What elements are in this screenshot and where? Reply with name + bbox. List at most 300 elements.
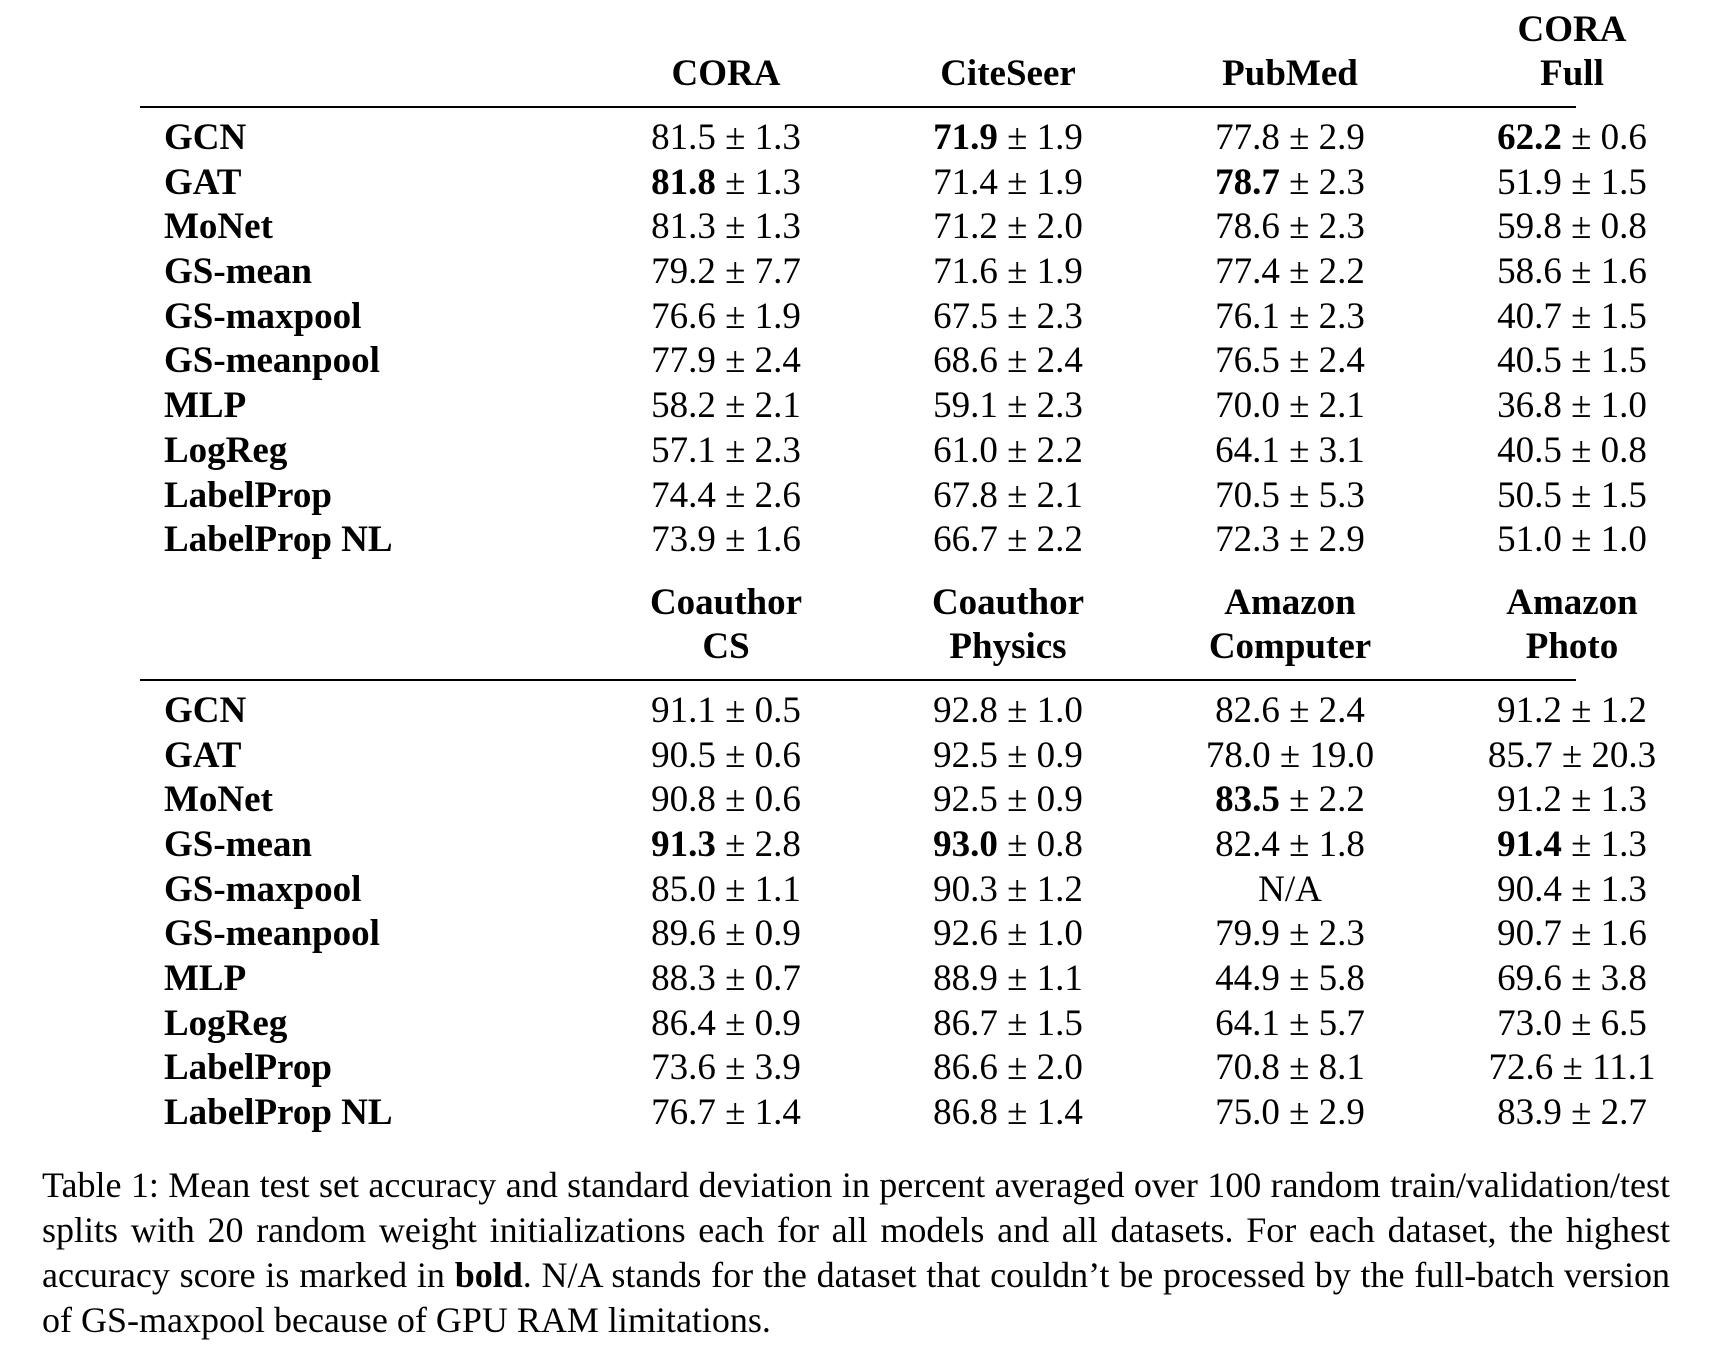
table-cell xyxy=(1149,429,1431,474)
cell-mean: N/A xyxy=(1258,868,1322,910)
cell-mean: 51.9 xyxy=(1497,161,1562,203)
cell-mean: 79.9 xyxy=(1215,913,1280,955)
cell-mean: 90.8 xyxy=(651,779,716,821)
cell-mean: 85.0 xyxy=(651,868,716,910)
cell-mean: 70.0 xyxy=(1215,385,1280,427)
column-header-line: Physics xyxy=(949,625,1067,667)
cell-std: ± 0.6 xyxy=(725,779,801,821)
table-row xyxy=(140,1046,1656,1091)
cell-mean: 90.4 xyxy=(1497,868,1562,910)
table-cell xyxy=(867,778,1149,823)
table-cell xyxy=(585,868,867,913)
table-cell xyxy=(585,1046,867,1091)
table-cell xyxy=(1149,1091,1431,1136)
cell-mean: 77.9 xyxy=(651,340,716,382)
table-cell xyxy=(585,474,867,519)
cell-mean: 82.6 xyxy=(1215,689,1280,731)
cell-mean: 74.4 xyxy=(651,474,716,516)
table-cell xyxy=(1431,1002,1713,1047)
cell-mean: 57.1 xyxy=(651,429,716,471)
cell-mean: 58.2 xyxy=(651,385,716,427)
cell-std: ± 5.3 xyxy=(1289,474,1365,516)
cell-std: ± 1.0 xyxy=(1007,913,1083,955)
column-header xyxy=(1149,581,1431,669)
table-cell xyxy=(1149,912,1431,957)
table-cell xyxy=(585,689,867,734)
table-cell xyxy=(1149,518,1431,563)
cell-std: ± 2.7 xyxy=(1571,1092,1647,1134)
table-row xyxy=(140,689,1647,734)
cell-std: ± 1.5 xyxy=(1571,295,1647,337)
cell-mean: 59.8 xyxy=(1497,206,1562,248)
cell-std: ± 1.3 xyxy=(725,117,801,158)
table-cell xyxy=(867,250,1149,295)
cell-std: ± 5.7 xyxy=(1289,1002,1365,1044)
cell-mean: 92.5 xyxy=(933,734,998,776)
row-label: GS-meanpool xyxy=(164,340,380,382)
cell-mean-best: 91.4 xyxy=(1497,823,1562,865)
cell-mean: 64.1 xyxy=(1215,429,1280,471)
cell-std: ± 2.4 xyxy=(725,340,801,382)
cell-std: ± 2.3 xyxy=(1289,295,1365,337)
cell-std: ± 0.6 xyxy=(1571,117,1647,158)
table-cell xyxy=(1431,116,1713,161)
table-cell xyxy=(1431,295,1713,340)
row-label: LabelProp xyxy=(164,474,332,516)
cell-std: ± 0.9 xyxy=(725,913,801,955)
cell-std: ± 2.1 xyxy=(1289,385,1365,427)
cell-mean-best: 83.5 xyxy=(1215,779,1280,821)
column-header-line: Coauthor xyxy=(931,581,1085,623)
table-cell xyxy=(867,384,1149,429)
cell-mean: 71.4 xyxy=(933,161,998,203)
table-cell xyxy=(1149,1046,1431,1091)
results-table xyxy=(140,9,1657,1136)
table-caption xyxy=(42,1163,1670,1343)
cell-mean: 90.5 xyxy=(651,734,716,776)
cell-std: ± 1.2 xyxy=(1007,868,1083,910)
cell-std: ± 1.0 xyxy=(1571,385,1647,427)
table-cell xyxy=(1431,518,1713,563)
cell-std: ± 1.4 xyxy=(725,1092,801,1134)
cell-mean: 40.5 xyxy=(1497,340,1562,382)
table-row xyxy=(140,161,1647,206)
column-header xyxy=(1431,581,1713,669)
cell-mean: 86.6 xyxy=(933,1047,998,1089)
table-row xyxy=(140,1002,1647,1047)
table-row xyxy=(140,734,1657,779)
table-cell xyxy=(867,1002,1149,1047)
table-cell xyxy=(1149,734,1431,779)
table-row xyxy=(140,205,1647,250)
table-cell xyxy=(585,339,867,384)
cell-mean: 66.7 xyxy=(933,519,998,561)
row-label: GAT xyxy=(164,734,242,776)
table-cell xyxy=(1431,429,1713,474)
cell-mean: 91.2 xyxy=(1497,689,1562,731)
table-cell xyxy=(585,250,867,295)
cell-mean: 69.6 xyxy=(1497,958,1562,999)
cell-mean: 71.2 xyxy=(933,206,998,248)
column-header-line: CiteSeer xyxy=(940,53,1076,94)
row-label: LabelProp NL xyxy=(164,519,393,561)
table-cell xyxy=(585,116,867,161)
cell-std: ± 2.4 xyxy=(1289,340,1365,382)
cell-std: ± 2.1 xyxy=(1007,474,1083,516)
table-row xyxy=(140,518,1647,563)
cell-mean: 58.6 xyxy=(1497,251,1562,293)
column-header-line: Amazon xyxy=(1224,581,1356,623)
table-row xyxy=(140,912,1647,957)
cell-mean: 82.4 xyxy=(1215,823,1280,865)
row-label: GAT xyxy=(164,161,242,203)
cell-std: ± 2.3 xyxy=(1289,913,1365,955)
table-cell xyxy=(1431,205,1713,250)
table-cell xyxy=(1431,384,1713,429)
table-cell xyxy=(1431,250,1713,295)
table-cell xyxy=(867,339,1149,384)
table-row xyxy=(140,339,1647,384)
cell-mean: 71.6 xyxy=(933,251,998,293)
cell-std: ± 3.9 xyxy=(725,1047,801,1089)
cell-std: ± 1.6 xyxy=(1571,251,1647,293)
row-label: MLP xyxy=(164,958,247,999)
table-cell xyxy=(1431,474,1713,519)
cell-mean: 81.5 xyxy=(651,117,716,158)
column-header xyxy=(585,581,867,669)
cell-mean: 92.6 xyxy=(933,913,998,955)
table-cell xyxy=(585,429,867,474)
table-cell xyxy=(867,1091,1149,1136)
row-label: GS-mean xyxy=(164,823,312,865)
column-header-line: PubMed xyxy=(1222,53,1358,94)
header-row xyxy=(140,571,1638,679)
cell-mean: 92.8 xyxy=(933,689,998,731)
cell-mean-best: 81.8 xyxy=(651,161,716,203)
cell-std: ± 2.8 xyxy=(725,823,801,865)
cell-std: ± 7.7 xyxy=(725,251,801,293)
caption-bold-word: bold xyxy=(454,1255,523,1295)
cell-mean: 91.1 xyxy=(651,689,716,731)
cell-mean: 70.8 xyxy=(1215,1047,1280,1089)
table-cell xyxy=(585,734,867,779)
table-cell xyxy=(1149,957,1431,1002)
table-row xyxy=(140,250,1647,295)
table-cell xyxy=(867,734,1149,779)
cell-std: ± 2.3 xyxy=(1007,295,1083,337)
cell-std: ± 2.3 xyxy=(1289,161,1365,203)
cell-mean: 73.6 xyxy=(651,1047,716,1089)
cell-mean: 77.8 xyxy=(1215,117,1280,158)
table-cell xyxy=(867,474,1149,519)
cell-std: ± 2.9 xyxy=(1289,117,1365,158)
table-cell xyxy=(585,161,867,206)
cell-mean: 72.3 xyxy=(1215,519,1280,561)
cell-std: ± 8.1 xyxy=(1289,1047,1365,1089)
row-label: GCN xyxy=(164,117,247,158)
table-cell xyxy=(1149,205,1431,250)
cell-mean: 85.7 xyxy=(1487,734,1553,776)
cell-std: ± 0.9 xyxy=(1007,734,1083,776)
column-header-line: CORA xyxy=(671,53,781,94)
table-cell xyxy=(1149,1002,1431,1047)
column-header-line: Full xyxy=(1540,53,1604,94)
row-label: LogReg xyxy=(164,1002,288,1044)
cell-mean: 76.5 xyxy=(1215,340,1280,382)
table-row xyxy=(140,384,1647,429)
cell-std: ± 6.5 xyxy=(1571,1002,1647,1044)
cell-mean: 73.9 xyxy=(651,519,716,561)
table-cell xyxy=(1149,295,1431,340)
cell-std: ± 2.3 xyxy=(1289,206,1365,248)
table-cell xyxy=(867,429,1149,474)
cell-mean: 88.3 xyxy=(651,958,716,999)
table-cell xyxy=(585,518,867,563)
cell-mean: 88.9 xyxy=(933,958,998,999)
cell-mean: 76.7 xyxy=(651,1092,716,1134)
cell-mean: 50.5 xyxy=(1497,474,1562,516)
row-label: LabelProp xyxy=(164,1047,332,1089)
cell-mean: 92.5 xyxy=(933,779,998,821)
cell-std: ± 1.9 xyxy=(725,295,801,337)
cell-mean: 78.6 xyxy=(1215,206,1280,248)
cell-std: ± 2.3 xyxy=(725,429,801,471)
table-cell xyxy=(1149,250,1431,295)
column-header-line: CS xyxy=(702,625,750,667)
table-row xyxy=(140,957,1647,1002)
row-label: GS-maxpool xyxy=(164,868,362,910)
cell-std: ± 1.5 xyxy=(1571,340,1647,382)
cell-mean: 90.7 xyxy=(1497,913,1562,955)
table-cell xyxy=(1149,474,1431,519)
cell-std: ± 2.0 xyxy=(1007,1047,1083,1089)
cell-std: ± 0.8 xyxy=(1571,206,1647,248)
row-label: MoNet xyxy=(164,206,273,248)
table-cell xyxy=(1431,1046,1713,1091)
table-row xyxy=(140,474,1647,519)
table-cell xyxy=(585,205,867,250)
table-row xyxy=(140,823,1647,868)
table-row xyxy=(140,116,1647,161)
cell-mean: 64.1 xyxy=(1215,1002,1280,1044)
cell-mean: 77.4 xyxy=(1215,251,1280,293)
table-row xyxy=(140,295,1647,340)
column-header xyxy=(867,581,1149,669)
cell-std: ± 0.5 xyxy=(725,689,801,731)
cell-std: ± 3.8 xyxy=(1571,958,1647,999)
table-cell xyxy=(1149,116,1431,161)
cell-mean: 36.8 xyxy=(1497,385,1562,427)
cell-mean-best: 93.0 xyxy=(933,823,998,865)
cell-std: ± 0.6 xyxy=(725,734,801,776)
table-cell xyxy=(585,1091,867,1136)
table-cell xyxy=(1149,161,1431,206)
table-cell xyxy=(867,1046,1149,1091)
cell-mean-best: 91.3 xyxy=(651,823,716,865)
table-cell xyxy=(585,1002,867,1047)
table-cell xyxy=(1149,823,1431,868)
row-label: GS-mean xyxy=(164,251,312,293)
table-cell xyxy=(867,957,1149,1002)
column-header-line: Coauthor xyxy=(649,581,803,623)
cell-std: ± 1.5 xyxy=(1571,161,1647,203)
row-label: LabelProp NL xyxy=(164,1092,393,1134)
cell-std: ± 2.2 xyxy=(1289,779,1365,821)
table-cell xyxy=(585,912,867,957)
cell-mean: 44.9 xyxy=(1215,958,1280,999)
row-label: LogReg xyxy=(164,429,288,471)
table-body xyxy=(140,108,1647,563)
table-row xyxy=(140,1091,1647,1136)
cell-mean: 70.5 xyxy=(1215,474,1280,516)
cell-std: ± 1.4 xyxy=(1007,1092,1083,1134)
cell-mean: 59.1 xyxy=(933,385,998,427)
table-cell xyxy=(585,957,867,1002)
table-cell xyxy=(1149,778,1431,823)
cell-mean: 72.6 xyxy=(1488,1047,1554,1089)
cell-std: ± 1.5 xyxy=(1571,474,1647,516)
cell-std: ± 1.9 xyxy=(1007,251,1083,293)
table-cell xyxy=(867,912,1149,957)
cell-mean: 78.0 xyxy=(1205,734,1271,776)
table-cell xyxy=(867,295,1149,340)
column-header-line: Photo xyxy=(1525,625,1619,667)
row-label: MLP xyxy=(164,385,247,427)
cell-std: ± 1.0 xyxy=(1571,519,1647,561)
cell-std: ± 2.9 xyxy=(1289,1092,1365,1134)
cell-std: ± 0.7 xyxy=(725,958,801,999)
cell-mean: 86.4 xyxy=(651,1002,716,1044)
table-cell xyxy=(1149,384,1431,429)
cell-mean: 79.2 xyxy=(651,251,716,293)
table-cell xyxy=(867,518,1149,563)
cell-mean: 76.6 xyxy=(651,295,716,337)
cell-mean: 67.5 xyxy=(933,295,998,337)
cell-std: ± 1.3 xyxy=(725,161,801,203)
cell-mean-best: 62.2 xyxy=(1497,117,1562,158)
table-cell xyxy=(1431,823,1713,868)
cell-std: ± 1.6 xyxy=(725,519,801,561)
cell-std: ± 1.3 xyxy=(725,206,801,248)
cell-std: ± 2.4 xyxy=(1007,340,1083,382)
table-cell xyxy=(1431,339,1713,384)
cell-std: ± 2.1 xyxy=(725,385,801,427)
table-cell xyxy=(1431,734,1713,779)
cell-mean: 83.9 xyxy=(1497,1092,1562,1134)
cell-std: ± 1.3 xyxy=(1571,868,1647,910)
cell-std: ± 1.2 xyxy=(1571,689,1647,731)
cell-mean-best: 78.7 xyxy=(1215,161,1280,203)
table-cell xyxy=(1431,912,1713,957)
cell-mean: 89.6 xyxy=(651,913,716,955)
table-cell xyxy=(1431,778,1713,823)
column-header-line: Amazon xyxy=(1506,581,1638,623)
table-cell xyxy=(1149,339,1431,384)
cell-std: ± 1.0 xyxy=(1007,689,1083,731)
table-cell xyxy=(867,205,1149,250)
cell-std: ± 19.0 xyxy=(1279,734,1375,776)
caption-text: Table 1: Mean test set accuracy and standard deviation in percent averaged over 100 random train/validation/test splits with 20 random weight initializations each for all models and all datasets. For each dataset, the highest accuracy score is marked in xyxy=(42,1165,1670,1295)
cell-mean: 90.3 xyxy=(933,868,998,910)
header-row xyxy=(140,9,1627,106)
table-cell xyxy=(585,778,867,823)
table-cell xyxy=(867,868,1149,913)
cell-std: ± 2.0 xyxy=(1007,206,1083,248)
cell-std: ± 20.3 xyxy=(1561,734,1657,776)
table-row xyxy=(140,429,1647,474)
cell-std: ± 1.1 xyxy=(725,868,801,910)
cell-std: ± 1.6 xyxy=(1571,913,1647,955)
cell-std: ± 1.3 xyxy=(1571,779,1647,821)
column-header xyxy=(1431,8,1713,96)
row-label: MoNet xyxy=(164,779,273,821)
cell-mean: 73.0 xyxy=(1497,1002,1562,1044)
table-cell xyxy=(585,295,867,340)
cell-std: ± 1.8 xyxy=(1289,823,1365,865)
cell-std: ± 11.1 xyxy=(1562,1047,1656,1089)
cell-std: ± 2.6 xyxy=(725,474,801,516)
table-cell xyxy=(1149,868,1431,913)
cell-mean: 75.0 xyxy=(1215,1092,1280,1134)
cell-mean: 81.3 xyxy=(651,206,716,248)
cell-mean: 67.8 xyxy=(933,474,998,516)
table-cell xyxy=(867,161,1149,206)
cell-std: ± 2.9 xyxy=(1289,519,1365,561)
column-header-line: Computer xyxy=(1208,625,1372,667)
row-label: GS-maxpool xyxy=(164,295,362,337)
cell-mean: 40.7 xyxy=(1497,295,1562,337)
cell-std: ± 2.3 xyxy=(1007,385,1083,427)
table-cell xyxy=(867,116,1149,161)
cell-std: ± 1.1 xyxy=(1007,958,1083,999)
cell-std: ± 2.2 xyxy=(1007,429,1083,471)
cell-mean: 40.5 xyxy=(1497,429,1562,471)
table-body xyxy=(140,681,1657,1136)
table-cell xyxy=(585,823,867,868)
table-cell xyxy=(1431,1091,1713,1136)
cell-std: ± 1.9 xyxy=(1007,117,1083,158)
column-header xyxy=(1149,52,1431,96)
cell-std: ± 0.8 xyxy=(1007,823,1083,865)
cell-std: ± 2.2 xyxy=(1007,519,1083,561)
cell-std: ± 0.9 xyxy=(1007,779,1083,821)
cell-mean: 86.7 xyxy=(933,1002,998,1044)
cell-mean: 76.1 xyxy=(1215,295,1280,337)
cell-std: ± 0.8 xyxy=(1571,429,1647,471)
cell-std: ± 1.3 xyxy=(1571,823,1647,865)
cell-std: ± 2.2 xyxy=(1289,251,1365,293)
column-header xyxy=(867,52,1149,96)
cell-std: ± 1.9 xyxy=(1007,161,1083,203)
cell-std: ± 5.8 xyxy=(1289,958,1365,999)
table-cell xyxy=(585,384,867,429)
row-label: GCN xyxy=(164,689,247,731)
table-cell xyxy=(1431,957,1713,1002)
row-label: GS-meanpool xyxy=(164,913,380,955)
cell-mean: 61.0 xyxy=(933,429,998,471)
cell-mean-best: 71.9 xyxy=(933,117,998,158)
column-header-line: CORA xyxy=(1517,9,1627,50)
table-cell xyxy=(1431,868,1713,913)
cell-std: ± 1.5 xyxy=(1007,1002,1083,1044)
table-row xyxy=(140,778,1647,823)
table-cell xyxy=(867,689,1149,734)
cell-std: ± 2.4 xyxy=(1289,689,1365,731)
table-cell xyxy=(867,823,1149,868)
cell-std: ± 0.9 xyxy=(725,1002,801,1044)
cell-std: ± 3.1 xyxy=(1289,429,1365,471)
table-cell xyxy=(1149,689,1431,734)
